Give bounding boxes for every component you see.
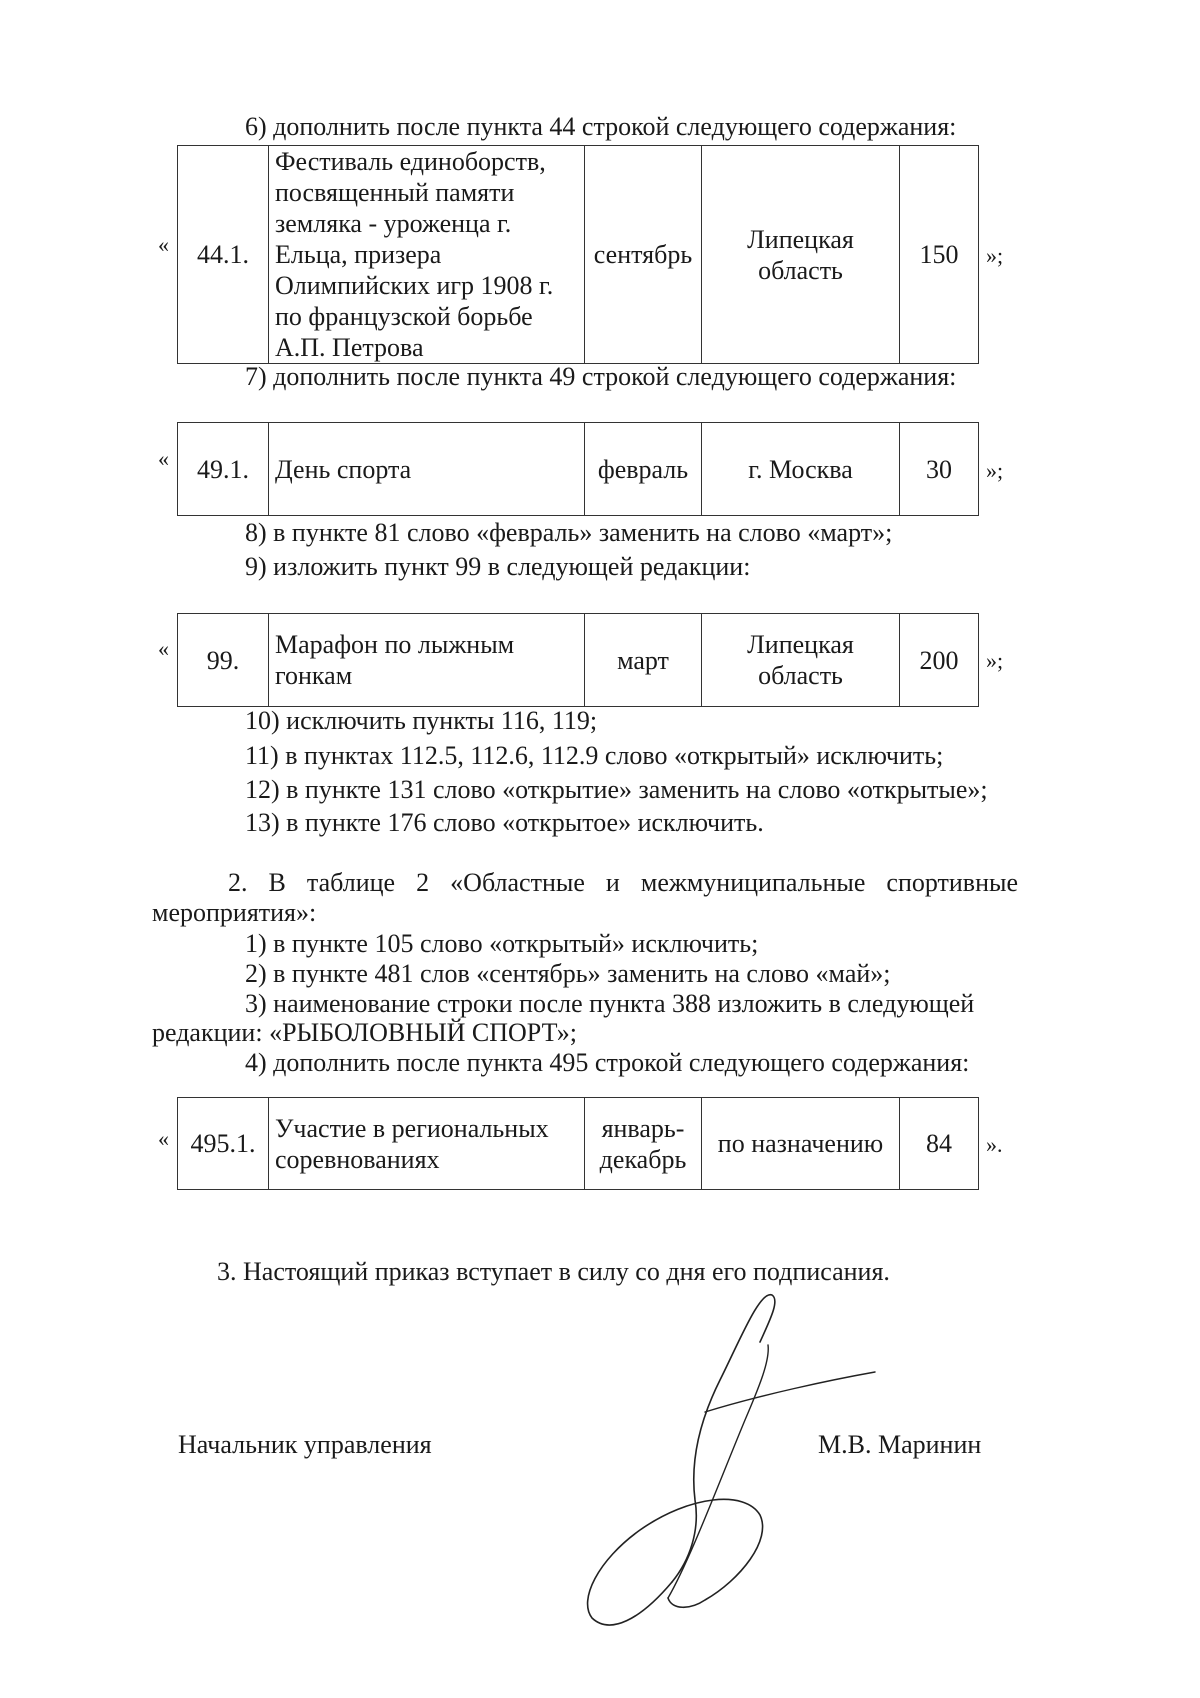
close-quote: »; [986, 648, 1004, 673]
open-quote: « [158, 1126, 169, 1151]
item-11: 11) в пунктах 112.5, 112.6, 112.9 слово «открытый» исключить; [245, 741, 944, 770]
event-place-line: область [758, 661, 843, 690]
event-name-line: Олимпийских игр 1908 г. [275, 271, 554, 300]
signatory-position: Начальник управления [178, 1430, 432, 1459]
row-number: 99. [178, 614, 269, 707]
section-3: 3. Настоящий приказ вступает в силу со дня его подписания. [217, 1257, 890, 1286]
event-place-line: область [758, 255, 843, 285]
event-name-line: Ельца, призера [275, 240, 442, 269]
close-quote: »; [986, 458, 1004, 483]
participant-count: 84 [900, 1098, 979, 1190]
section-2-item-3: 3) наименование строки после пункта 388 изложить в следующей [245, 989, 975, 1018]
section-2-item-4: 4) дополнить после пункта 495 строкой следующего содержания: [245, 1048, 970, 1077]
open-quote: « [158, 636, 169, 661]
participant-count: 30 [900, 423, 979, 516]
event-month: март [585, 614, 702, 707]
event-name-line: соревнованиях [275, 1144, 440, 1174]
open-quote: « [158, 446, 169, 471]
event-name-line: земляка - уроженца г. [275, 209, 512, 238]
item-9: 9) изложить пункт 99 в следующей редакции: [245, 552, 751, 581]
open-quote: « [158, 232, 169, 257]
event-place-line: Липецкая [747, 224, 854, 254]
event-month-line: январь- [601, 1113, 685, 1143]
event-month: сентябрь [585, 146, 702, 364]
row-number: 49.1. [178, 423, 269, 516]
event-name-line: Марафон по лыжным [275, 630, 515, 659]
event-name-line: по французской борьбе [275, 302, 533, 331]
event-place: г. Москва [702, 423, 900, 516]
signatory-name: М.В. Маринин [818, 1430, 982, 1459]
item-8: 8) в пункте 81 слово «февраль» заменить на слово «март»; [245, 518, 893, 547]
event-place-line: Липецкая [747, 630, 854, 659]
participant-count: 200 [900, 614, 979, 707]
close-quote: »; [986, 243, 1004, 268]
event-name-line: Фестиваль единоборств, [275, 147, 546, 176]
close-quote: ». [986, 1132, 1003, 1157]
event-name-line: А.П. Петрова [275, 333, 424, 362]
item-12: 12) в пункте 131 слово «открытие» заменить на слово «открытые»; [245, 775, 988, 804]
row-number: 495.1. [178, 1098, 269, 1190]
section-2-item-3-cont: редакции: «РЫБОЛОВНЫЙ СПОРТ»; [152, 1018, 578, 1047]
event-place: по назначению [702, 1098, 900, 1190]
item-13: 13) в пункте 176 слово «открытое» исключить. [245, 808, 764, 837]
row-number: 44.1. [178, 146, 269, 364]
section-2-intro: 2. В таблице 2 «Областные и межмуниципальные спортивные [228, 868, 1018, 897]
event-name-line: гонкам [275, 661, 353, 690]
event-name-line: Участие в региональных [275, 1113, 549, 1143]
item-10: 10) исключить пункты 116, 119; [245, 706, 598, 735]
item-7: 7) дополнить после пункта 49 строкой следующего содержания: [245, 362, 957, 391]
section-2-item-1: 1) в пункте 105 слово «открытый» исключить; [245, 929, 759, 958]
event-month: февраль [585, 423, 702, 516]
event-name-line: посвященный памяти [275, 178, 515, 207]
event-month-line: декабрь [599, 1144, 687, 1174]
participant-count: 150 [900, 146, 979, 364]
section-2-intro-cont: мероприятия»: [152, 898, 317, 927]
section-2-item-2: 2) в пункте 481 слов «сентябрь» заменить на слово «май»; [245, 959, 891, 988]
item-6: 6) дополнить после пункта 44 строкой следующего содержания: [245, 112, 957, 141]
event-name: День спорта [269, 423, 585, 516]
